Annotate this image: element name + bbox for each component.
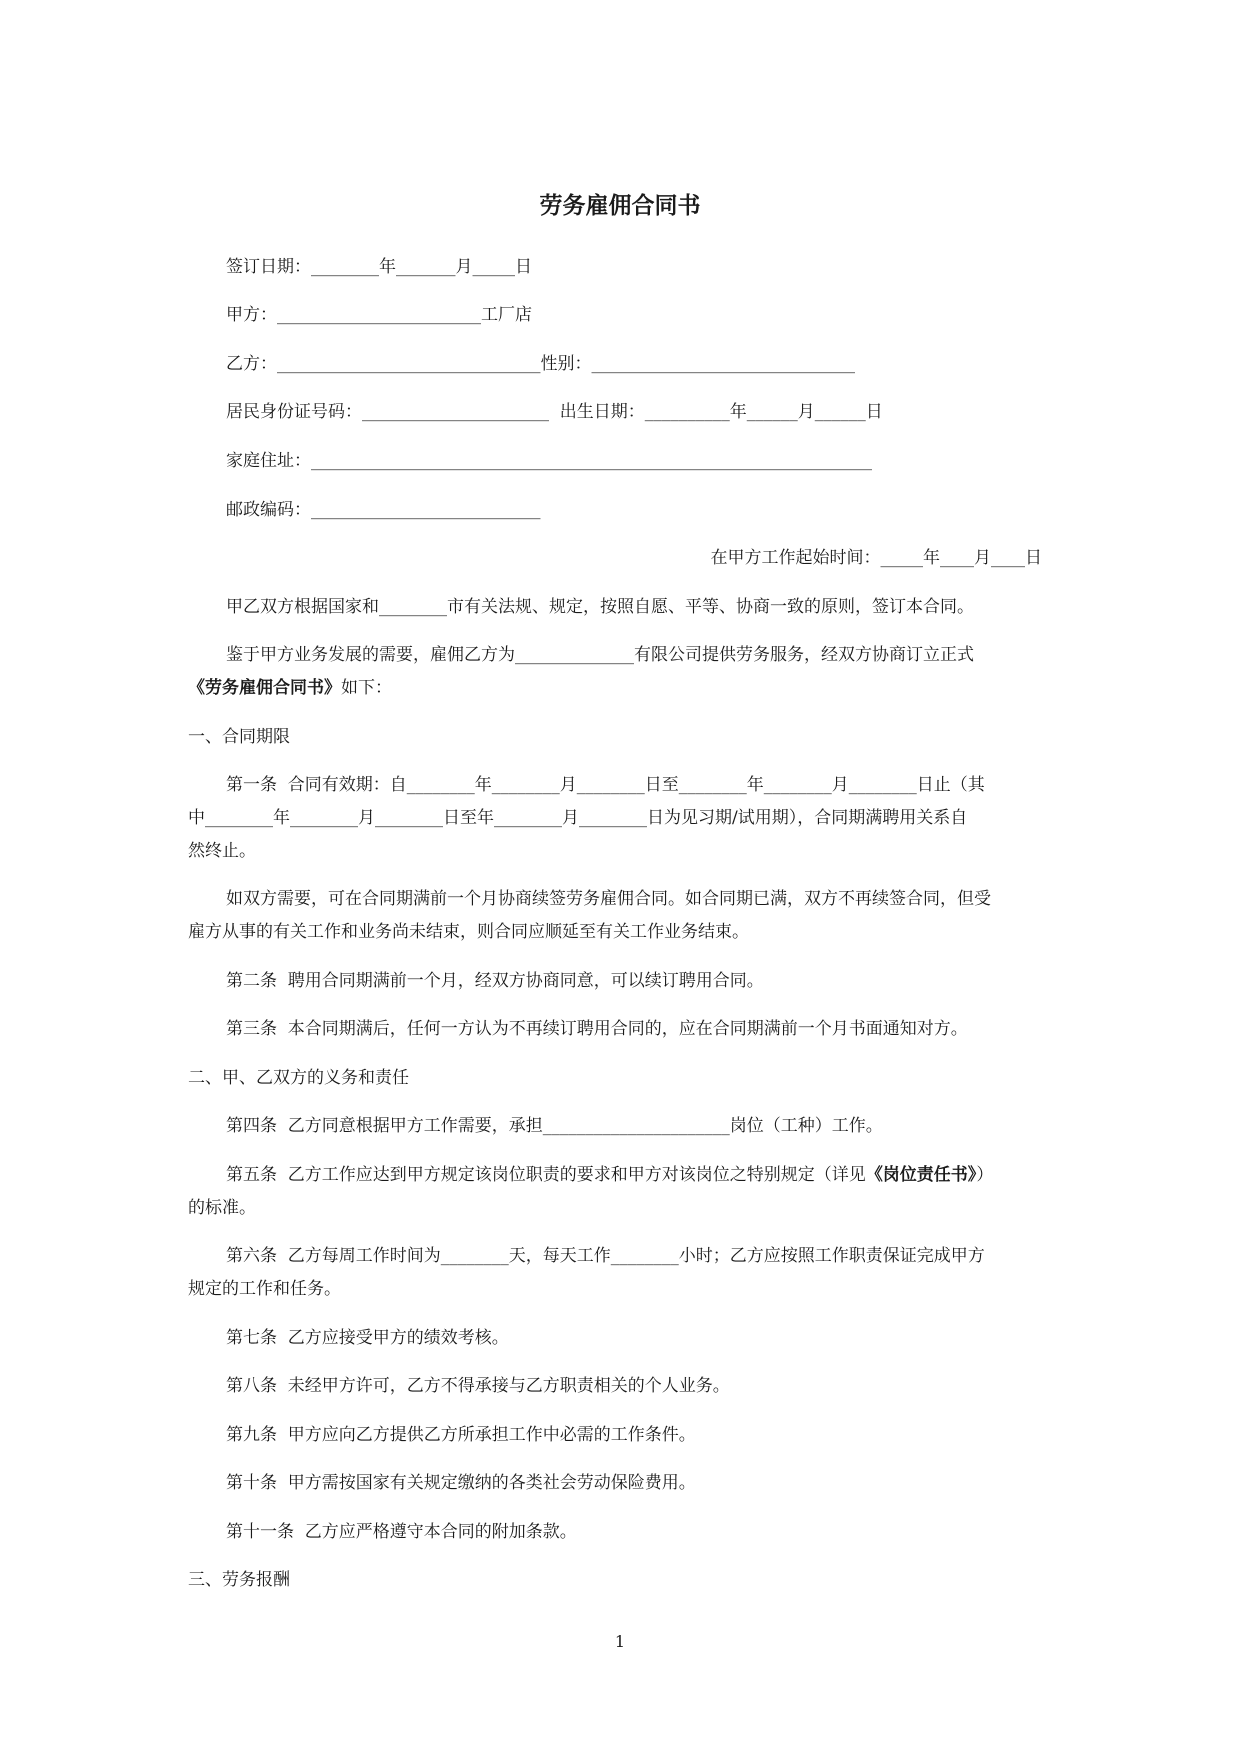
article-5-text: 第五条 乙方工作应达到甲方规定该岗位职责的要求和甲方对该岗位之特别规定（详见 xyxy=(226,1165,866,1185)
article-3: 第三条 本合同期满后，任何一方认为不再续订聘用合同的，应在合同期满前一个月书面通知对方。 xyxy=(226,1019,968,1039)
article-10: 第十条 甲方需按国家有关规定缴纳的各类社会劳动保险费用。 xyxy=(226,1473,696,1493)
intro-paragraph-2-line-1: 鉴于甲方业务发展的需要，雇佣乙方为______________有限公司提供劳务服务，经双方协商订立正式 xyxy=(226,645,974,665)
document-title: 劳务雇佣合同书 xyxy=(539,192,701,219)
party-b-line: 乙方：_______________________________性别：_______________________________ xyxy=(226,354,855,374)
article-5-line-2: 的标准。 xyxy=(188,1198,256,1218)
article-4: 第四条 乙方同意根据甲方工作需要，承担______________________岗位（工种）工作。 xyxy=(226,1116,883,1136)
article-9: 第九条 甲方应向乙方提供乙方所承担工作中必需的工作条件。 xyxy=(226,1425,696,1445)
intro-paragraph-2-tail: 如下： xyxy=(341,678,392,698)
party-a-line: 甲方：________________________工厂店 xyxy=(226,305,532,325)
article-7: 第七条 乙方应接受甲方的绩效考核。 xyxy=(226,1328,509,1348)
renewal-paragraph-line-1: 如双方需要，可在合同期满前一个月协商续签劳务雇佣合同。如合同期已满，双方不再续签合同，但受 xyxy=(226,889,991,909)
article-6-line-2: 规定的工作和任务。 xyxy=(188,1279,341,1299)
article-1-line-2: 中________年________月________日至年________月________日为见习期/试用期），合同期满聘用关系自 xyxy=(188,808,968,828)
article-1-line-3: 然终止。 xyxy=(188,841,256,861)
intro-paragraph-2-line-2 xyxy=(188,680,392,697)
address-line: 家庭住址：__________________________________________________________________ xyxy=(226,451,872,471)
intro-paragraph-1: 甲乙双方根据国家和________市有关法规、规定，按照自愿、平等、协商一致的原则，签订本合同。 xyxy=(226,597,974,617)
page-number: 1 xyxy=(614,1632,626,1651)
article-5-close: ） xyxy=(976,1165,994,1185)
postcode-line: 邮政编码：___________________________ xyxy=(226,500,541,520)
article-1-line-1: 第一条 合同有效期：自________年________月________日至________年________月________日止（其 xyxy=(226,775,985,795)
renewal-paragraph-line-2: 雇方从事的有关工作和业务尚未结束，则合同应顺延至有关工作业务结束。 xyxy=(188,922,749,942)
contract-title-reference: 《劳务雇佣合同书》 xyxy=(188,678,341,698)
section-heading-3: 三、劳务报酬 xyxy=(188,1570,290,1590)
article-11: 第十一条 乙方应严格遵守本合同的附加条款。 xyxy=(226,1522,577,1542)
sign-date-line: 签订日期：________年_______月_____日 xyxy=(226,257,532,277)
article-6-line-1: 第六条 乙方每周工作时间为________天，每天工作________小时；乙方应按照工作职责保证完成甲方 xyxy=(226,1246,985,1266)
start-time-line: 在甲方工作起始时间：_____年____月____日 xyxy=(710,548,1042,568)
section-heading-1: 一、合同期限 xyxy=(188,727,290,747)
article-8: 第八条 未经甲方许可，乙方不得承接与乙方职责相关的个人业务。 xyxy=(226,1376,730,1396)
job-responsibility-reference: 《岗位责任书》 xyxy=(865,1165,977,1185)
article-5-line-1 xyxy=(226,1167,993,1184)
id-birth-line: 居民身份证号码：______________________ 出生日期：__________年______月______日 xyxy=(226,402,883,422)
section-heading-2: 二、甲、乙双方的义务和责任 xyxy=(188,1068,409,1088)
article-2: 第二条 聘用合同期满前一个月，经双方协商同意，可以续订聘用合同。 xyxy=(226,971,764,991)
